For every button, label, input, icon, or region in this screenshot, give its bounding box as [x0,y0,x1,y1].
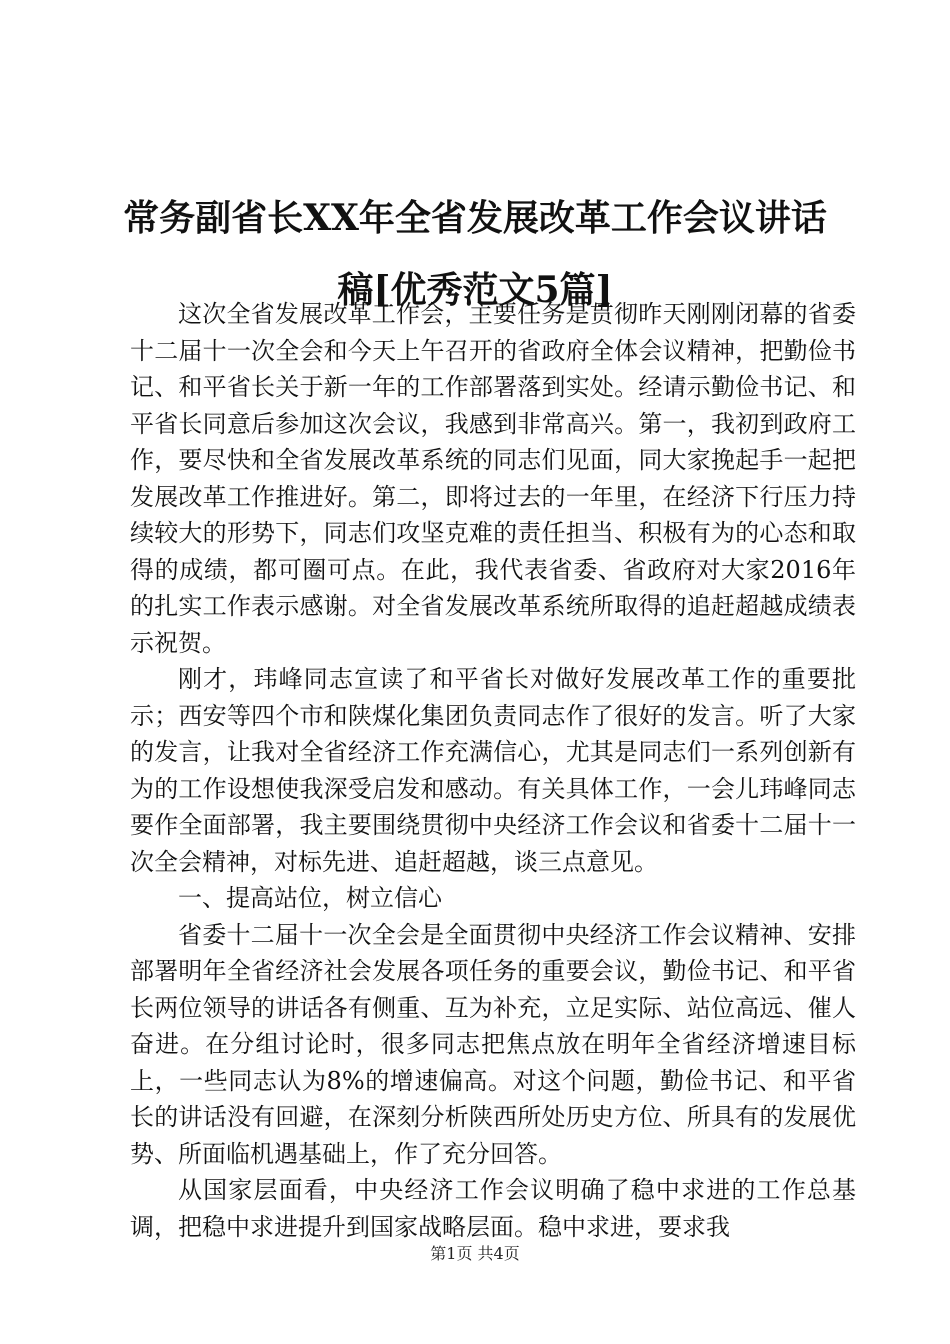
document-body [130,296,856,1245]
section-heading: 一、提高站位，树立信心 [178,884,442,912]
paragraph: 省委十二届十一次全会是全面贯彻中央经济工作会议精神、安排部署明年全省经济社会发展各项任务的重要会议，勤俭书记、和平省长两位领导的讲话各有侧重、互为补充，立足实际、站位高远、催人奋进。在分组讨论时，很多同志把焦点放在明年全省经济增速目标上，一些同志认为8%的增速偏高。对这个问题，勤俭书记、和平省长的讲话没有回避，在深刻分析陕西所处历史方位、所具有的发展优势、所面临机遇基础上，作了充分回答。 [130,920,856,1168]
page-footer: 第1页 共4页 [430,1244,520,1263]
paragraph: 从国家层面看，中央经济工作会议明确了稳中求进的工作总基调，把稳中求进提升到国家战略层面。稳中求进，要求我 [130,1176,856,1241]
paragraph: 这次全省发展改革工作会，主要任务是贯彻昨天刚刚闭幕的省委十二届十一次全会和今天上午召开的省政府全体会议精神，把勤俭书记、和平省长关于新一年的工作部署落到实处。经请示勤俭书记、和平省长同意后参加这次会议，我感到非常高兴。第一，我初到政府工作，要尽快和全省发展改革系统的同志们见面，同大家挽起手一起把发展改革工作推进好。第二，即将过去的一年里，在经济下行压力持续较大的形势下，同志们攻坚克难的责任担当、积极有为的心态和取得的成绩，都可圈可点。在此，我代表省委、省政府对大家2016年的扎实工作表示感谢。对全省发展改革系统所取得的追赶超越成绩表示祝贺。 [130,300,856,657]
paragraph: 刚才，玮峰同志宣读了和平省长对做好发展改革工作的重要批示；西安等四个市和陕煤化集团负责同志作了很好的发言。听了大家的发言，让我对全省经济工作充满信心，尤其是同志们一系列创新有为的工作设想使我深受启发和感动。有关具体工作，一会儿玮峰同志要作全面部署，我主要围绕贯彻中央经济工作会议和省委十二届十一次全会精神，对标先进、追赶超越，谈三点意见。 [130,665,856,876]
document-title: 常务副省长XX年全省发展改革工作会议讲话稿[优秀范文5篇] [123,197,827,312]
